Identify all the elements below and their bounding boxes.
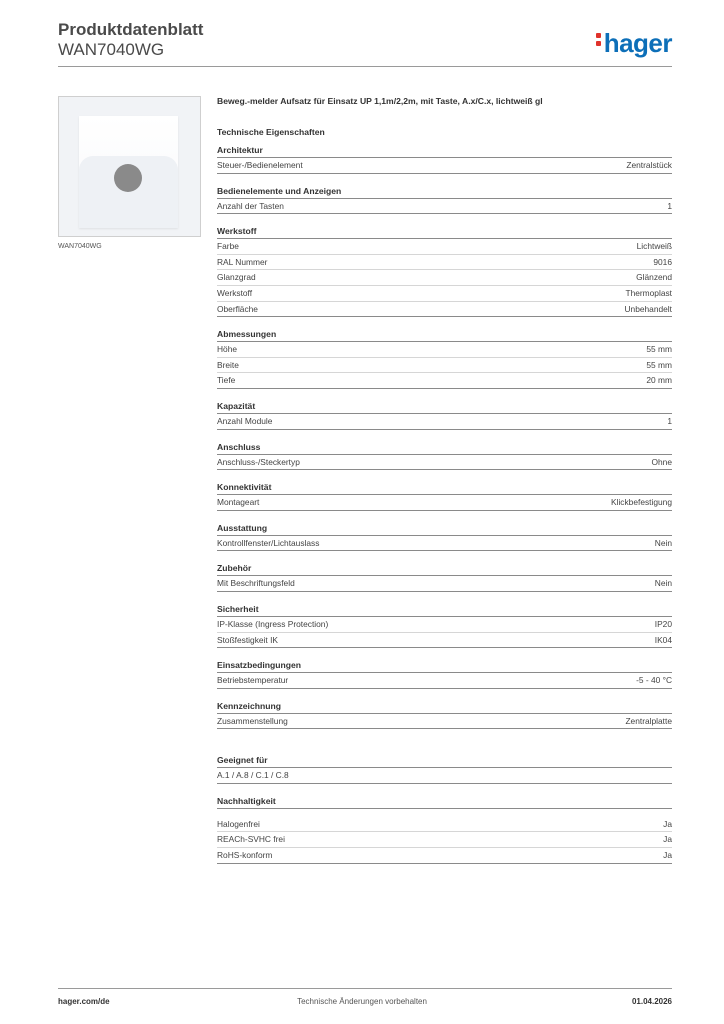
spec-value: 55 mm [646,359,672,370]
spec-label: A.1 / A.8 / C.1 / C.8 [217,770,289,781]
logo-text: hager [603,28,672,58]
spec-label: REACh-SVHC frei [217,834,285,845]
spec-value: Glänzend [636,272,672,283]
spec-value: 1 [667,415,672,426]
spec-row [217,455,672,471]
page-header [58,20,203,60]
spec-value: Zentralstück [626,160,672,170]
spec-row [217,714,672,730]
spec-row [217,414,672,430]
spec-row [217,576,672,592]
group-title: Abmessungen [217,327,672,342]
product-description: Beweg.-melder Aufsatz für Einsatz UP 1,1m/2,2m, mit Taste, A.x/C.x, lichtweiß gl [217,96,543,106]
spec-value: Thermoplast [625,287,672,298]
spec-row [217,158,672,174]
group-title: Bedienelemente und Anzeigen [217,184,672,199]
footer-divider [58,988,672,989]
spec-content [217,94,672,864]
spec-row [217,633,672,649]
spec-label: Halogenfrei [217,818,260,829]
group-title: Architektur [217,143,672,158]
spec-row [217,342,672,358]
spec-row [217,239,672,255]
spec-value: 1 [667,200,672,211]
spec-row [217,270,672,286]
spec-groups [217,143,672,864]
page-title: Produktdatenblatt [58,20,204,39]
spec-label: Werkstoff [217,287,253,298]
header-divider [58,66,672,67]
spec-value: 9016 [653,256,672,267]
spec-label: IP-Klasse (Ingress Protection) [217,618,329,629]
footer-disclaimer: Technische Änderungen vorbehalten [297,997,427,1006]
spec-row [217,286,672,302]
spec-label: Höhe [217,344,238,355]
spec-value: -5 - 40 °C [636,675,672,686]
spec-row [217,617,672,633]
spec-value: IK04 [654,634,672,645]
spec-value: Ja [663,818,672,829]
spec-label: Oberfläche [217,303,258,314]
spec-value: Klickbefestigung [611,497,672,508]
spec-label: RAL Nummer [217,256,268,267]
spec-label: Montageart [217,497,260,508]
spec-row [217,768,672,784]
group-title: Anschluss [217,440,672,455]
spec-value: Nein [654,578,672,589]
spec-label: Zusammenstellung [217,715,288,726]
spec-value: Ohne [651,456,672,467]
spec-value: Ja [663,850,672,861]
spec-label: Betriebstemperatur [217,675,289,686]
spec-row [217,817,672,833]
spec-value: 55 mm [646,344,672,355]
spec-row [217,832,672,848]
spec-value: Ja [663,834,672,845]
spec-value: IP20 [654,618,672,629]
spec-label: Breite [217,359,239,370]
spec-row [217,199,672,215]
spec-label: Tiefe [217,375,236,386]
spec-value: Unbehandelt [624,303,672,314]
spec-value: Nein [654,537,672,548]
spec-row [217,673,672,689]
spec-label: Stoßfestigkeit IK [217,634,278,645]
spec-row [217,358,672,374]
footer-date: 01.04.2026 [631,997,672,1006]
spec-label: Anzahl der Tasten [217,200,284,211]
spec-label: Anzahl Module [217,415,273,426]
group-title: Einsatzbedingungen [217,658,672,673]
sensor-lens-icon [114,164,142,192]
group-title: Zubehör [217,561,672,576]
section-title: Technische Eigenschaften [217,127,325,137]
image-caption: WAN7040WG [58,243,102,250]
hager-logo [596,28,672,59]
spec-row [217,373,672,389]
product-code: WAN7040WG [58,40,165,59]
spec-value: Zentralplatte [625,715,672,726]
spec-row [217,302,672,318]
group-title: Kapazität [217,399,672,414]
spec-label: Steuer-/Bedienelement [217,160,303,170]
spec-label: Farbe [217,241,239,252]
group-title: Nachhaltigkeit [217,794,672,809]
group-title: Ausstattung [217,521,672,536]
spec-label: Kontrollfenster/Lichtauslass [217,537,320,548]
spec-value: Lichtweiß [636,241,672,252]
spec-label: Anschluss-/Steckertyp [217,456,300,467]
spec-row [217,536,672,552]
group-title: Geeignet für [217,753,672,768]
logo-dots-icon [596,30,601,49]
group-title: Konnektivität [217,480,672,495]
group-title: Kennzeichnung [217,699,672,714]
group-title: Sicherheit [217,602,672,617]
group-title: Werkstoff [217,224,672,239]
spec-row [217,495,672,511]
product-image [58,96,201,237]
spec-label: RoHS-konform [217,850,273,861]
spec-row [217,255,672,271]
spec-label: Glanzgrad [217,272,256,283]
spec-value: 20 mm [646,375,672,386]
spec-label: Mit Beschriftungsfeld [217,578,295,589]
footer-website: hager.com/de [58,997,110,1006]
spec-row [217,848,672,864]
